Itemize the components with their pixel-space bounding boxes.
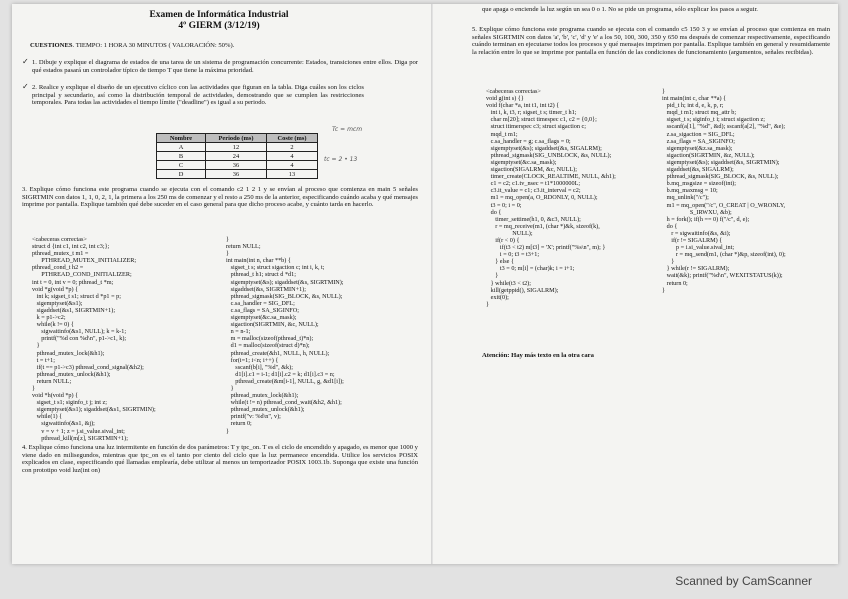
code-line: <cabeceras correctas> [32, 236, 87, 243]
code-line: return 0; [226, 420, 252, 428]
question-2 [32, 84, 364, 107]
table-cell: 36 [206, 161, 267, 170]
scanner-watermark: Scanned by CamScanner [675, 574, 812, 588]
code-line: } [226, 250, 229, 258]
code-line: } [226, 236, 229, 243]
code-line: void *g(void *p) { [32, 285, 79, 293]
question-2-number: 2. [32, 84, 37, 91]
check-mark-icon: ✓ [22, 82, 29, 91]
page-fold [431, 4, 433, 564]
code-listing-q5-right [662, 88, 786, 294]
code-line: for(i=1; i<n; i++) { [226, 356, 279, 364]
code-line: NULL); [486, 229, 533, 237]
code-line: if(r < 0) { [486, 236, 520, 244]
code-line: pthread_create(&h1, NULL, h, NULL); [226, 349, 330, 357]
code-line: pid_t h; int d, e, k, p, r; [662, 102, 724, 110]
code-line: t = t+1; [32, 356, 55, 364]
code-line: kill(getppid(), SIGALRM); [486, 286, 559, 294]
code-line: do { [662, 222, 678, 230]
code-line: d1[i].c1 = i-1; d1[i].c2 = k; d1[i].c3 = n; [226, 370, 335, 378]
code-line: sigemptyset(&s); sigaddset(&s, SIGRTMIN); [662, 158, 780, 166]
code-line: sscanf(b[i], "%d", &k); [226, 363, 293, 371]
code-line: d1 = malloc(sizeof(struct d)*n); [226, 342, 310, 350]
code-line: m = malloc(sizeof(pthread_t)*n); [226, 335, 314, 343]
code-line: z.sa_sigaction = SIG_DFL; [662, 130, 735, 138]
cuestiones-heading [30, 42, 420, 50]
code-line: r = mq_receive(m1, (char *)&k, sizeof(k), [486, 222, 600, 230]
code-line: struct d {int c1, int c2, int c3;}; [32, 243, 110, 251]
code-line: sigset_t s1; siginfo_t j; int z; [32, 399, 107, 407]
code-line: } else { [486, 258, 514, 266]
table-row [157, 161, 318, 170]
code-line: wait(&k); printf("%d\n", WEXITSTATUS(k)); [662, 272, 783, 280]
table-cell: 4 [267, 161, 318, 170]
code-line: mq_unlink("/c"); [662, 194, 709, 202]
table-cell: C [157, 161, 206, 170]
code-line: sscanf(a[1], "%d", &d); sscanf(a[2], "%d", &e); [662, 123, 786, 131]
code-line: sigaction(SIGALRM, &c, NULL); [486, 166, 577, 174]
code-line: sigemptyset(&s); sigaddset(&s, SIGRTMIN); [226, 278, 344, 286]
table-cell: 36 [206, 170, 267, 179]
code-line: v = v + 1; z = j.si_value.sival_int; [32, 427, 125, 435]
table-cell: D [157, 170, 206, 179]
code-line: } [32, 342, 40, 350]
exam-header [18, 10, 420, 32]
code-line: timer_create(CLOCK_REALTIME, NULL, &h1); [486, 173, 616, 181]
cuestiones-label: CUESTIONES [30, 42, 73, 49]
code-line: n = n-1; [226, 328, 251, 336]
code-line: do { [486, 208, 502, 216]
code-line: if(t == p1->c3) pthread_cond_signal(&h2); [32, 363, 144, 371]
table-cell: 4 [267, 152, 318, 161]
question-1 [32, 59, 418, 74]
code-line: sigemptyset(&c.sa_mask); [486, 158, 557, 166]
code-line: return NULL; [226, 243, 261, 251]
code-line: printf("v: %d\n", v); [226, 413, 281, 421]
code-line: } [226, 427, 229, 435]
code-line: void f(char *a, int t1, int t2) { [486, 102, 560, 110]
code-line: z.sa_flags = SA_SIGINFO; [662, 137, 735, 145]
code-line: if(r != SIGALRM) { [662, 236, 723, 244]
code-line: sigwaitinfo(&s1, NULL); k = k-1; [32, 328, 127, 336]
question-2-text: Realice y explique el diseño de un ejecutivo cíclico con las actividades que figuran en la tabla. Diga cuáles son los ciclos principal y secundario, así como la distribución temporal de actividades, demostrando que se cumplen las restricciones temporales. Para todas las actividades el tiempo límite ("deadline") es igual a su periodo. [32, 84, 364, 107]
code-line: pthread_mutex_unlock(&h1); [32, 370, 111, 378]
table-cell: B [157, 152, 206, 161]
code-line: void *h(void *p) { [32, 392, 79, 400]
code-line: int main(int c, char **a) { [662, 95, 727, 103]
exam-title: Examen de Informática Industrial [149, 10, 289, 20]
code-line: S_IRWXU, &b); [662, 208, 732, 216]
code-line: } [662, 88, 665, 95]
code-line: k = p1->c2; [32, 314, 66, 322]
code-line: sigaddset(&s, SIGRTMIN+1); [226, 285, 306, 293]
code-line: pthread_sigmask(SIG_BLOCK, &s, NULL); [226, 292, 343, 300]
code-line: mqd_t m1; [486, 130, 518, 138]
question-4-number: 4. [22, 444, 27, 451]
code-line: int k; sigset_t s1; struct d *p1 = p; [32, 292, 121, 300]
code-line: c.sa_handler = SIG_DFL; [226, 299, 295, 307]
code-line: } [486, 300, 489, 308]
code-listing-q5-left [486, 88, 616, 308]
code-line: pthread_mutex_lock(&h1); [226, 392, 299, 400]
question-4 [22, 444, 418, 474]
question-5 [472, 26, 830, 56]
code-line: c1 = c2; c1.tv_nsec = t1*1000000L; [486, 180, 581, 188]
question-3 [22, 186, 418, 209]
code-line: pthread_create(&m[i-1], NULL, g, &d1[i]); [226, 377, 344, 385]
table-cell: 2 [267, 143, 318, 152]
code-line: t3 = 0; m[i] = (char)k; i = i+1; [486, 265, 575, 273]
code-line: pthread_sigmask(SIG_BLOCK, &s, NULL); [662, 173, 779, 181]
code-line: sigset_t s; siginfo_t i; struct sigaction z; [662, 116, 765, 124]
question-3-number: 3. [22, 186, 27, 193]
code-line: char m[20]; struct timespec c1, c2 = {0,0}; [486, 116, 597, 124]
exam-subtitle: 4º GIERM (3/12/19) [178, 21, 260, 31]
code-line: sigemptyset(&s); sigaddset(&s, SIGALRM); [486, 144, 602, 152]
code-line: t3 = 0; i = 0; [486, 201, 522, 209]
code-line: while(t != n) pthread_cond_wait(&h2, &h1); [226, 399, 342, 407]
code-line: <cabeceras correctas> [486, 88, 541, 95]
code-line: while(1) { [32, 413, 63, 421]
code-line: exit(0); [486, 293, 509, 301]
code-line: struct itimerspec c3; struct sigaction c; [486, 123, 587, 131]
code-line: } [662, 258, 675, 266]
code-line: m1 = mq_open(a, O_RDONLY, 0, NULL); [486, 194, 598, 202]
handwritten-note: Tc = mcm [332, 126, 363, 133]
code-line: c.sa_flags = SA_SIGINFO; [226, 306, 299, 314]
table-cell: A [157, 143, 206, 152]
code-line: sigaddset(&s1, SIGRTMIN+1); [32, 306, 116, 314]
question-1-number: 1. [32, 59, 37, 66]
code-line: PTHREAD_MUTEX_INITIALIZER; [32, 257, 137, 265]
table-cell: 12 [206, 143, 267, 152]
code-line: sigaddset(&s, SIGALRM); [662, 166, 734, 174]
code-listing-q3-left [32, 236, 156, 442]
code-line: b.mq_maxmsg = 10; [662, 187, 718, 195]
code-line: printf("%d con %d\n", p1->c1, k); [32, 335, 127, 343]
table-row [157, 170, 318, 179]
question-3-text: Explique cómo funciona este programa cuando se ejecuta con el comando c2 1 2 1 y se envían al proceso que comienza en main 5 señales SIGRTMIN con datos 1, 1, 0, 2, 1, la primera a los 250 ms de comenzar y el resto a 250 ms de la anterior, especificando cuándo acaba y qué mensajes imprime por pantalla. Explique también qué debe suceder en el caso general para que dicho proceso acabe, y cuánto tarda en hacerlo. [22, 186, 418, 209]
code-line: sigemptyset(&s1); sigaddset(&s1, SIGRTMIN); [32, 406, 156, 414]
cuestiones-info: . TIEMPO: 1 HORA 30 MINUTOS ( VALORACIÓN: 50%). [72, 42, 235, 49]
code-line: } [662, 286, 665, 294]
question-5-text: Explique cómo funciona este programa cuando se ejecuta con el comando c5 150 3 y se envían al proceso que comienza en main señales SIGRTMIN con datos 'a', 'b', 'c', 'd' y 'e' a los 50, 100, 300, 350 y 650 ms después de comenzar respectivamente, especificando cuándo terminan en ejecutarse todos los procesos y qué mensajes imprimen por pantalla. Explique también en general y resumidamente la relación entre lo que se imprime por pantalla en función de las condiciones de funcionamiento (argumentos, señales recibidas). [472, 26, 830, 56]
code-line: b.mq_msgsize = sizeof(int); [662, 180, 736, 188]
code-line: int main(int n, char **b) { [226, 257, 291, 265]
code-line: } while(r != SIGALRM); [662, 265, 730, 273]
code-line: m1 = mq_open("/c", O_CREAT | O_WRONLY, [662, 201, 786, 209]
code-line: return 0; [662, 279, 688, 287]
task-table [156, 133, 318, 179]
code-line: p = i.si_value.sival_int; [662, 244, 735, 252]
code-line: pthread_kill(m[z], SIGRTMIN+1); [32, 434, 128, 442]
code-line: r = mq_send(m1, (char *)&p, sizeof(int), 0); [662, 251, 786, 259]
code-line: pthread_sigmask(SIG_UNBLOCK, &s, NULL); [486, 151, 612, 159]
code-line: timer_settime(h1, 0, &c3, NULL); [486, 215, 581, 223]
attention-note: Atención: Hay más texto en la otra cara [482, 352, 594, 359]
code-line: pthread_t h1; struct d *d1; [226, 271, 296, 279]
code-line: } [226, 384, 234, 392]
code-line: void g(int s) {} [486, 95, 524, 103]
code-line: sigemptyset(&z.sa_mask); [662, 144, 733, 152]
check-mark-icon: ✓ [22, 57, 29, 66]
code-line: pthread_mutex_unlock(&h1); [226, 406, 305, 414]
header-cell: Periodo (ms) [206, 134, 267, 143]
code-line: r = sigwaitinfo(&s, &i); [662, 229, 731, 237]
code-line: int i, k, t3, r; sigset_t s; timer_t h1; [486, 109, 577, 117]
task-table-header [157, 134, 318, 143]
code-line: pthread_mutex_lock(&h1); [32, 349, 105, 357]
code-line: } while(t3 < t2); [486, 279, 531, 287]
code-line: i = 0; t3 = t3+1; [486, 251, 540, 259]
code-line: mqd_t m1; struct mq_attr b; [662, 109, 737, 117]
exam-sheet [12, 4, 838, 564]
code-line: int t = 0, int v = 0; pthread_t *m; [32, 278, 114, 286]
code-line: sigemptyset(&c.sa_mask); [226, 314, 297, 322]
code-line: sigwaitinfo(&s1, &j); [32, 420, 95, 428]
code-line: c3.it_value = c1; c3.it_interval = c2; [486, 187, 581, 195]
question-1-text: Dibuje y explique el diagrama de estados de una tarea de un sistema de programación concurrente: Estados, transiciones entre ellos. Diga por qué estados pasará un controlador típico de tiempo T que tiene la máxima prioridad. [32, 59, 419, 74]
code-listing-q3-right [226, 236, 344, 435]
question-4-continuation: que apaga o enciende la luz según un sea 0 o 1. No se pide un programa, sólo explicar los pasos a seguir. [482, 6, 758, 13]
code-line: sigaction(SIGRTMIN, &c, NULL); [226, 321, 319, 329]
code-line: pthread_mutex_t m1 = [32, 250, 89, 258]
code-line: if(t3 < t2) m[t3] = 'X'; printf("%s\n", m); } [486, 244, 606, 252]
code-line: h = fork(); if(h == 0) f("/c", d, e); [662, 215, 750, 223]
header-cell: Coste (ms) [267, 134, 318, 143]
code-line: PTHREAD_COND_INITIALIZER; [32, 271, 132, 279]
question-5-number: 5. [472, 26, 477, 33]
code-line: sigemptyset(&s1); [32, 299, 83, 307]
question-4-text: Explique cómo funciona una luz intermitente en función de dos parámetros: T y tpc_on. T es el ciclo de encendido y apagado, es menor que 1000 y viene dado en milisegundos, mientras que tpc_on es el tanto por ciento del ciclo que la luz permanece encendida. Utilice los servicios POSIX explicados en clase, especificando qué llamadas emplearía, debe utilizar al menos un temporizador POSIX 1003.1b. Suponga que existe una función con prototipo void luz(int on) [22, 444, 418, 474]
code-line: } [486, 272, 499, 280]
table-cell: 13 [267, 170, 318, 179]
code-line: pthread_cond_t h2 = [32, 264, 84, 272]
code-line: sigaction(SIGRTMIN, &z, NULL); [662, 151, 755, 159]
table-cell: 24 [206, 152, 267, 161]
code-line: c.sa_handler = g; c.sa_flags = 0; [486, 137, 571, 145]
table-row [157, 152, 318, 161]
code-line: return NULL; [32, 377, 72, 385]
code-line: sigset_t s; struct sigaction c; int i, k, t; [226, 264, 325, 272]
code-line: } [32, 384, 35, 392]
header-cell: Nombre [157, 134, 206, 143]
code-line: while(k != 0) { [32, 321, 74, 329]
handwritten-note: tc = 2 • 13 [324, 156, 358, 163]
table-row [157, 143, 318, 152]
